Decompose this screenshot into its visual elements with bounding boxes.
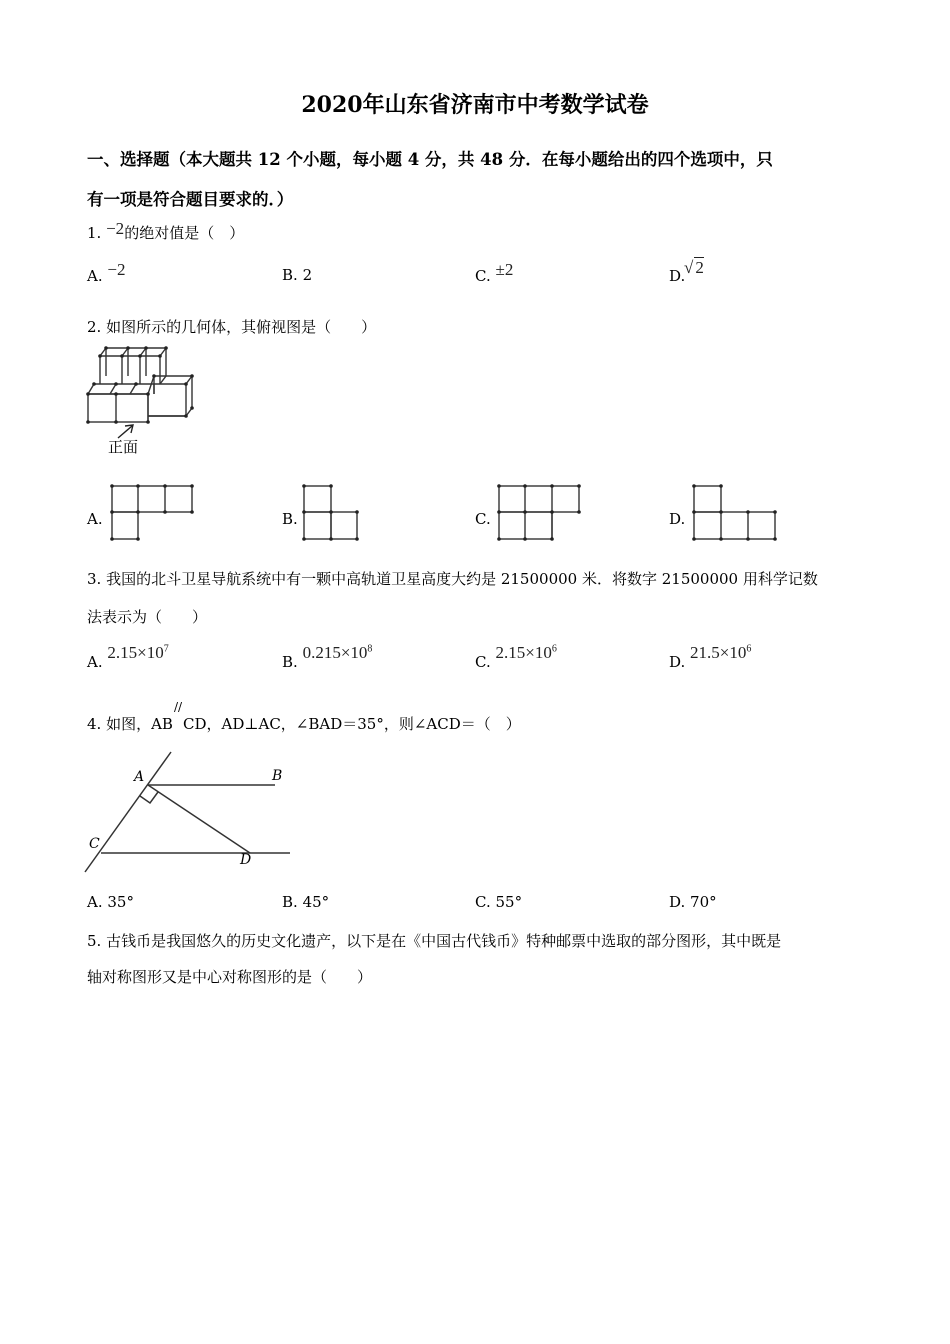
q1-option-d-radicand: 2 bbox=[695, 258, 704, 277]
q4-prefix: 4. 如图，AB bbox=[87, 715, 173, 733]
question-3-line2: 法表示为（ ） bbox=[87, 608, 208, 626]
q4-label-b: B bbox=[272, 768, 283, 784]
q4-label-d: D bbox=[240, 852, 252, 868]
sqrt-icon: √ bbox=[684, 258, 694, 277]
q2-option-a-figure[interactable] bbox=[110, 484, 194, 542]
page-title: 2020年山东省济南市中考数学试卷 bbox=[301, 92, 649, 118]
q2-option-d-figure[interactable] bbox=[692, 484, 778, 542]
question-1 bbox=[87, 219, 245, 243]
q3-option-b[interactable]: B. $0.215\times 10^8$ bbox=[282, 643, 373, 671]
q1-option-d[interactable]: D. √ 2 bbox=[669, 258, 704, 285]
question-3-line1: 3. 我国的北斗卫星导航系统中有一颗中高轨道卫星高度大约是 21500000 米．将数字 21500000 用科学记数 bbox=[87, 570, 818, 588]
q3-option-c[interactable]: C. $2.15\times 10^6$ bbox=[475, 643, 557, 671]
q4-label-c: C bbox=[89, 836, 100, 852]
q1-option-a[interactable]: A. −2 bbox=[87, 260, 126, 285]
q4-option-c[interactable]: C. 55° bbox=[475, 893, 523, 911]
q1-option-c[interactable]: C. ±2 bbox=[475, 260, 514, 285]
q4-parallel-symbol: // bbox=[173, 700, 183, 714]
q2-option-c-label[interactable]: C. bbox=[475, 510, 491, 528]
q1-number: 1. bbox=[87, 224, 102, 242]
question-4 bbox=[87, 700, 521, 734]
q4-option-a[interactable]: A. 35° bbox=[87, 893, 134, 911]
q2-option-d-label[interactable]: D. bbox=[669, 510, 686, 528]
question-5-line2: 轴对称图形又是中心对称图形的是（ ） bbox=[87, 968, 373, 986]
q4-option-d[interactable]: D. 70° bbox=[669, 893, 717, 911]
q4-figure bbox=[85, 752, 295, 874]
q2-option-b-label[interactable]: B. bbox=[282, 510, 298, 528]
q1-expression: −2 bbox=[106, 219, 125, 238]
section-heading-line2: 有一项是符合题目要求的．） bbox=[87, 190, 294, 209]
q2-front-label: 正面 bbox=[108, 438, 139, 456]
q1-text: 的绝对值是（ ） bbox=[124, 224, 245, 242]
question-5-line1: 5. 古钱币是我国悠久的历史文化遗产，以下是在《中国古代钱币》特种邮票中选取的部分图形，其中既是 bbox=[87, 932, 782, 950]
section-heading-line1: 一、选择题（本大题共 12 个小题，每小题 4 分，共 48 分．在每小题给出的四个选项中，只 bbox=[87, 150, 773, 169]
q2-option-a-label[interactable]: A. bbox=[87, 510, 103, 528]
q1-option-b[interactable]: B. 2 bbox=[282, 266, 313, 284]
q4-label-a: A bbox=[134, 769, 145, 785]
q3-option-a[interactable]: A. $2.15\times 10^7$ bbox=[87, 643, 169, 671]
q3-option-d[interactable]: D. $21.5\times 10^6$ bbox=[669, 643, 752, 671]
q4-option-b[interactable]: B. 45° bbox=[282, 893, 330, 911]
question-2: 2. 如图所示的几何体，其俯视图是（ ） bbox=[87, 318, 377, 336]
q2-solid-figure bbox=[80, 340, 200, 460]
q2-option-c-figure[interactable] bbox=[497, 484, 581, 542]
q4-suffix: CD，AD⊥AC，∠BAD＝35°，则∠ACD＝（ ） bbox=[183, 715, 521, 733]
q2-option-b-figure[interactable] bbox=[302, 484, 360, 542]
